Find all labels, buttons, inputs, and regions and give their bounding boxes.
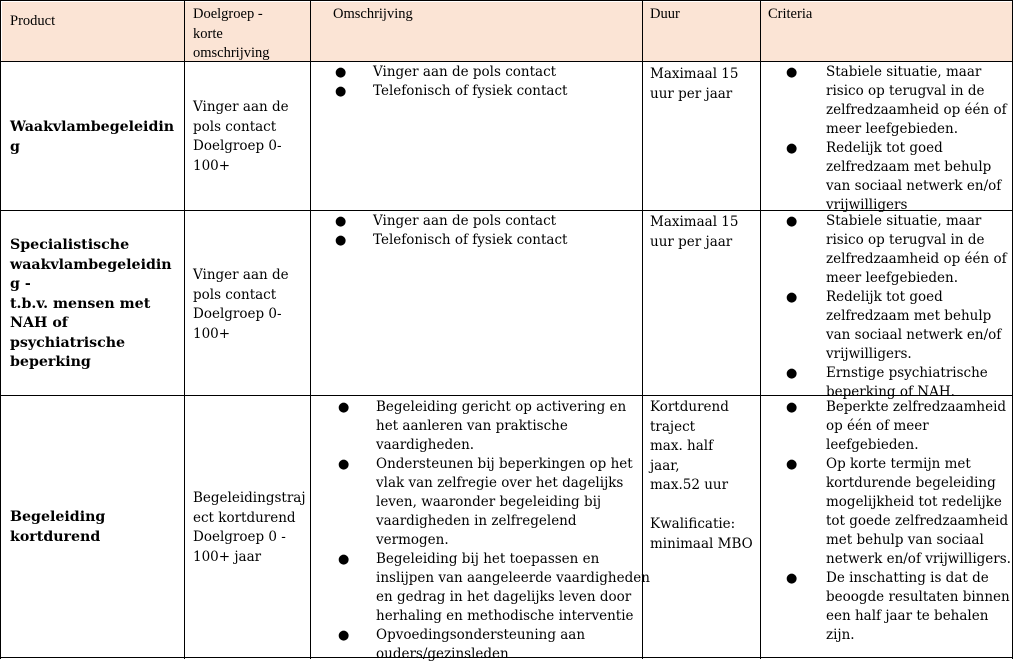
- list-item: ● Stabiele situatie, maar risico op terugval in de zelfredzaamheid op één of meer leefgebieden.: [786, 213, 1007, 286]
- list-item: ● Opvoedingsondersteuning aan ouders/gezinsleden: [338, 627, 586, 662]
- table-border: [184, 0, 185, 659]
- omschrijving-list: [335, 63, 568, 101]
- header-criteria: Criteria: [768, 6, 813, 22]
- doelgroep-cell: Vinger aan de pols contact Doelgroep 0- 100+: [193, 99, 289, 174]
- table-border: [760, 0, 761, 659]
- duur-cell: Kortdurend traject max. half jaar, max.52 uur Kwalificatie: minimaal MBO: [650, 399, 753, 552]
- list-item: ● Vinger aan de pols contact: [335, 213, 557, 229]
- doelgroep-cell: Begeleidingstraj ect kortdurend Doelgroep 0 - 100+ jaar: [193, 490, 306, 565]
- table-border: [310, 0, 311, 659]
- omschrijving-list: [338, 398, 650, 664]
- table-border: [1, 0, 1013, 1]
- list-item: ● Telefonisch of fysiek contact: [335, 232, 568, 248]
- header-product: Product: [10, 13, 56, 29]
- table-border: [0, 0, 1, 659]
- list-item: ● Vinger aan de pols contact: [335, 64, 557, 80]
- list-item: ● Telefonisch of fysiek contact: [335, 83, 568, 99]
- list-item: ● Beperkte zelfredzaamheid op één of meer leefgebieden.: [786, 399, 1007, 453]
- list-item: ● Stabiele situatie, maar risico op terugval in de zelfredzaamheid op één of meer leefgebieden.: [786, 64, 1007, 137]
- header-omschrijving: Omschrijving: [333, 6, 413, 22]
- omschrijving-list: [335, 212, 568, 250]
- list-item: ● Ernstige psychiatrische beperking of NAH.: [786, 365, 988, 400]
- list-item: ● Ondersteunen bij beperkingen op het vlak van zelfregie over het dagelijks leven, waaronder begeleiding bij vaardigheden in zelfregelend vermogen.: [338, 456, 633, 548]
- doelgroep-cell: Vinger aan de pols contact Doelgroep 0- 100+: [193, 267, 289, 342]
- criteria-list: [786, 398, 1011, 645]
- product-cell: Waakvlambegeleidin g: [10, 119, 175, 155]
- list-item: ● Redelijk tot goed zelfredzaam met behulp van sociaal netwerk en/of vrijwilligers: [786, 140, 1002, 213]
- duur-cell: Maximaal 15 uur per jaar: [650, 214, 739, 250]
- header-duur: Duur: [650, 6, 680, 22]
- criteria-list: [786, 212, 1007, 402]
- product-cell: Specialistische waakvlambegeleidin g - t.b.v. mensen met NAH of psychiatrische beperking: [10, 237, 172, 370]
- product-cell: Begeleiding kortdurend: [10, 509, 106, 545]
- duur-cell: Maximaal 15 uur per jaar: [650, 66, 739, 102]
- list-item: ● Op korte termijn met kortdurende begeleiding mogelijkheid tot redelijke tot goede zelfredzaamheid met behulp van sociaal netwerk en/of vrijwilligers.: [786, 456, 1011, 567]
- list-item: ● Begeleiding gericht op activering en het aanleren van praktische vaardigheden.: [338, 399, 627, 453]
- list-item: ● De inschatting is dat de beoogde resultaten binnen een half jaar te behalen zijn.: [786, 570, 1010, 643]
- header-row-background: [2, 2, 1012, 61]
- header-doelgroep: Doelgroep - korte omschrijving: [193, 6, 270, 61]
- list-item: ● Redelijk tot goed zelfredzaam met behulp van sociaal netwerk en/of vrijwilligers.: [786, 289, 1002, 362]
- list-item: ● Begeleiding bij het toepassen en inslijpen van aangeleerde vaardigheden en gedrag in het dagelijks leven door herhaling en methodische interventie: [338, 551, 650, 624]
- criteria-list: [786, 63, 1007, 215]
- table-border: [1012, 0, 1013, 659]
- table-border: [1, 61, 1013, 62]
